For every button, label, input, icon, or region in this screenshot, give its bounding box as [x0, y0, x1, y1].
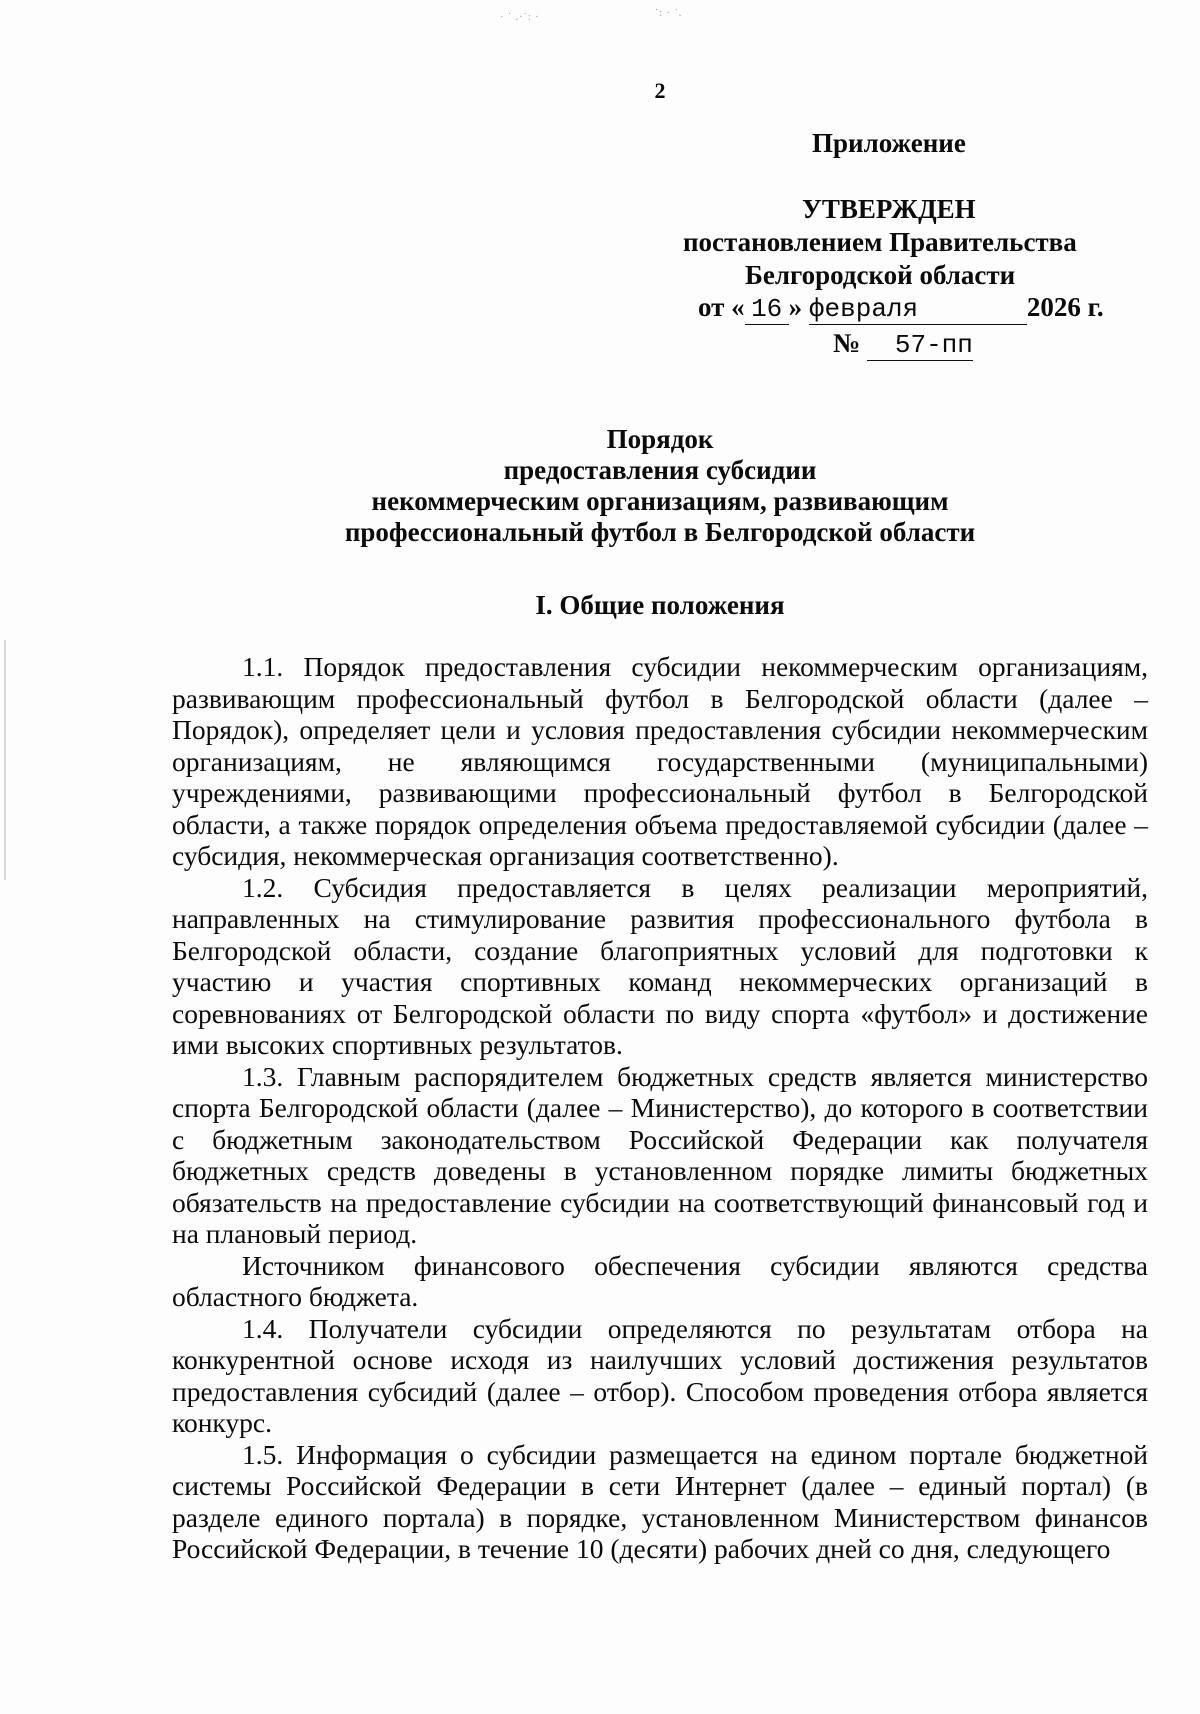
approved-label: УТВЕРЖДЕН	[802, 194, 976, 224]
paragraph-1-3: 1.3. Главным распорядителем бюджетных средств является министерство спорта Белгородской области (далее – Министерство), до которого в соответствии с бюджетным законодательством Российской Федерации как получателя бюджетных средств доведены в установленном порядке лимиты бюджетных обязательств на предоставление субсидии на соответствующий финансовый год и на плановый период.	[172, 1060, 1148, 1249]
section-heading: I. Общие положения	[535, 590, 785, 620]
date-mid: »	[788, 292, 809, 322]
approval-number	[833, 328, 973, 361]
document-title	[0, 424, 1200, 548]
document-body	[172, 651, 1148, 1565]
paragraph-1-5: 1.5. Информация о субсидии размещается на едином портале бюджетной системы Российской Федерации в сети Интернет (далее – единый портал) (в разделе единого портала) в порядке, установленном Министерством финансов Российской Федерации, в течение 10 (десяти) рабочих дней со дня, следующего	[172, 1438, 1148, 1564]
paragraph-1-2: 1.2. Субсидия предоставляется в целях реализации мероприятий, направленных на стимулирование развития профессионального футбола в Белгородской области, создание благоприятных условий для подготовки к участию и участия спортивных команд некоммерческих организаций в соревнованиях от Белгородской области по виду спорта «футбол» и достижение ими высоких спортивных результатов.	[172, 871, 1148, 1060]
number-prefix: №	[833, 328, 861, 358]
date-year: 2026 г.	[1026, 292, 1104, 322]
title-line-3: некоммерческим организациям, развивающим	[371, 486, 949, 516]
title-line-1: Порядок	[606, 424, 714, 454]
appendix-label: Приложение	[812, 128, 966, 158]
page-number: 2	[654, 78, 666, 103]
scan-artifact: ˙: · ˙.	[655, 8, 683, 19]
date-month: февраля	[809, 294, 1027, 325]
paragraph-1-4: 1.4. Получатели субсидии определяются по результатам отбора на конкурентной основе исходя из наилучших условий достижения результатов предоставления субсидий (далее – отбор). Способом проведения отбора является конкурс.	[172, 1312, 1148, 1438]
date-prefix: от «	[698, 292, 745, 322]
paragraph-funding-source: Источником финансового обеспечения субсидии являются средства областного бюджета.	[172, 1249, 1148, 1312]
approval-line-2: Белгородской области	[745, 260, 1016, 290]
title-line-2: предоставления субсидии	[503, 455, 817, 485]
paragraph-1-1: 1.1. Порядок предоставления субсидии некоммерческим организациям, развивающим профессиональный футбол в Белгородской области (далее – Порядок), определяет цели и условия предоставления субсидии некоммерческим организациям, не являющимся государственными (муниципальными) учреждениями, развивающими профессиональный футбол в Белгородской области, а также порядок определения объема предоставляемой субсидии (далее – субсидия, некоммерческая организация соответственно).	[172, 651, 1148, 871]
number-value: 57-пп	[867, 330, 973, 361]
approval-date	[698, 292, 1104, 325]
scan-edge-line	[4, 640, 6, 880]
date-day: 16	[745, 294, 789, 325]
approval-line-1: постановлением Правительства	[683, 227, 1077, 257]
scan-artifact: · ˙ .·˙: ·	[500, 12, 540, 23]
title-line-4: профессиональный футбол в Белгородской области	[344, 517, 976, 547]
